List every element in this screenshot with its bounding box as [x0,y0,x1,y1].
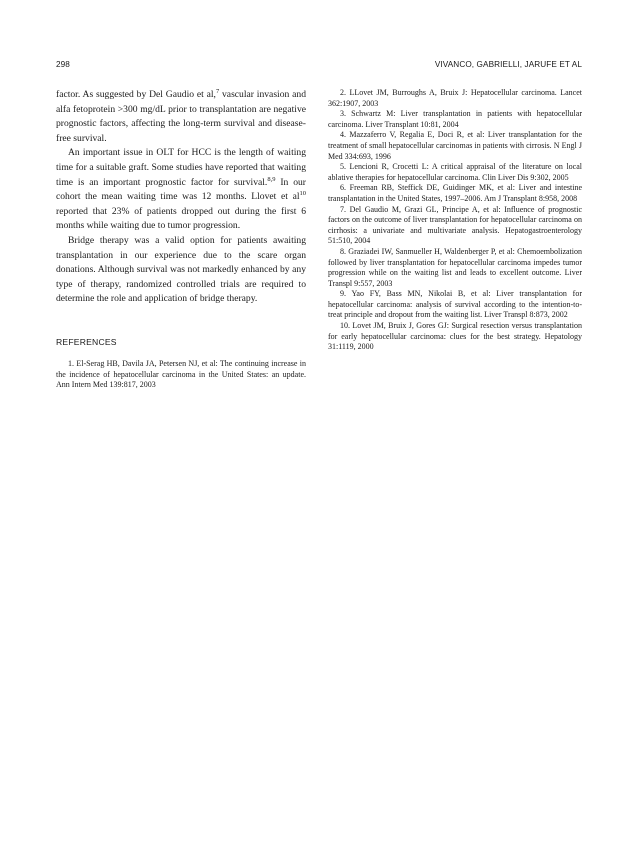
citation-superscript: 7 [215,88,220,95]
reference-item: 4. Mazzaferro V, Regalia E, Doci R, et al: Liver transplantation for the treatment of small hepatocellular carcinomas in patients with cirrosis. N Engl J Med 334:693, 1996 [328,130,582,161]
reference-item: 3. Schwartz M: Liver transplantation in patients with hepatocellular carcinoma. Liver Transplant 10:81, 2004 [328,109,582,129]
page-number: 298 [56,60,70,69]
body-paragraph-1 [56,88,306,146]
paragraph-text: factor. As suggested by Del Gaudio et al, [56,89,216,100]
paragraph-text: An important issue in OLT for HCC is the length of waiting time for a suitable graft. Some studies have reported that waiting time is an important prognostic factor for survival. [56,147,306,188]
citation-superscript: 10 [299,190,306,198]
references-heading: REFERENCES [56,336,117,347]
body-paragraph-3: Bridge therapy was a valid option for patients awaiting transplantation in our experience due to the scare organ donations. Although survival was not markedly enhanced by any type of therapy, randomized controlled trials are required to determine the role and application of bridge therapy. [56,234,306,305]
paragraph-text: reported that 23% of patients dropped out during the first 6 months while waiting due to tumor progression. [56,205,306,232]
paragraph-text: vascular invasion and alfa fetoprotein >300 mg/dL prior to transplantation are negative prognostic factors, affecting the long-term survival and disease-free survival. [56,89,306,144]
citation-superscript: 8,9 [267,175,276,183]
reference-item: 2. LLovet JM, Burroughs A, Bruix J: Hepatocellular carcinoma. Lancet 362:1907, 2003 [328,88,582,108]
reference-item: 1. El-Serag HB, Davila JA, Petersen NJ, et al: The continuing increase in the incidence of hepatocellular carcinoma in the United States: an update. Ann Intern Med 139:817, 2003 [56,358,306,390]
body-paragraph-2 [56,146,306,234]
left-column [56,88,306,391]
running-header [56,60,582,74]
reference-item: 7. Del Gaudio M, Grazi GL, Principe A, et al: Influence of prognostic factors on the outcome of liver transplantation for hepatocellular carcinoma on cirrhosis: a univariate and multivariate analysis. Hepatogastroenterology 51:510, 2004 [328,204,582,246]
reference-item: 6. Freeman RB, Steffick DE, Guidinger MK, et al: Liver and intestine transplantation in the United States, 1997–2006. Am J Transplant 8:958, 2008 [328,183,582,203]
reference-item: 10. Lovet JM, Bruix J, Gores GJ: Surgical resection versus transplantation for early hepatocellular carcinoma: clues for the best strategy. Hepatology 31:1119, 2000 [328,321,582,352]
right-column [328,88,582,353]
reference-item: 8. Graziadei IW, Sanmueller H, Waldenberger P, et al: Chemoembolization followed by liver transplantation for hepatocellular carcinoma impedes tumor progression while on the waiting list and leads to excellent outcome. Liver Transpl 9:557, 2003 [328,246,582,288]
running-head-authors: VIVANCO, GABRIELLI, JARUFE ET AL [434,60,582,69]
paragraph-text: In our cohort the mean waiting time was 12 months. Llovet et al [56,176,306,203]
reference-item: 9. Yao FY, Bass MN, Nikolai B, et al: Liver transplantation for hepatocellular carcinoma: analysis of survival according to the intention-to-treat principle and dropout from the waiting list. Liver Transpl 8:873, 2002 [328,289,582,320]
reference-item: 5. Lencioni R, Crocetti L: A critical appraisal of the literature on local ablative therapies for hepatocellular carcinoma. Clin Liver Dis 9:302, 2005 [328,162,582,182]
